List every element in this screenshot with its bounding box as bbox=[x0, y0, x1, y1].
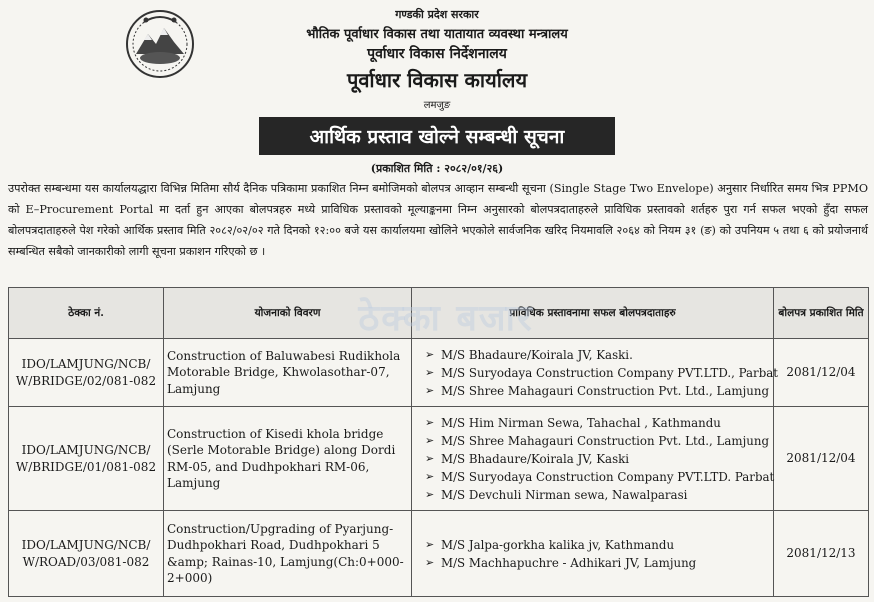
bidder-item: ➢ M/S Machhapuchre - Adhikari JV, Lamjung bbox=[425, 554, 770, 572]
header-successful-bidders: प्राविधिक प्रस्तावनामा सफल बोलपत्रदाताहरु bbox=[412, 288, 774, 339]
bidder-item: ➢ M/S Shree Mahagauri Construction Pvt. Ltd., Lamjung bbox=[425, 382, 770, 400]
header-project-description: योजनाको विवरण bbox=[164, 288, 412, 339]
province-name: गण्डकी प्रदेश सरकार bbox=[395, 8, 479, 21]
document-header bbox=[0, 0, 874, 120]
bidders-cell bbox=[412, 511, 774, 597]
table-header-row bbox=[9, 288, 869, 339]
bidder-item: ➢ M/S Jalpa-gorkha kalika jv, Kathmandu bbox=[425, 536, 770, 554]
bidder-item: ➢ M/S Devchuli Nirman sewa, Nawalparasi bbox=[425, 486, 770, 504]
watermark-logo: ठेक्का बजार bbox=[358, 298, 534, 339]
bidder-item: ➢ M/S Suryodaya Construction Company PVT.LTD., Parbat bbox=[425, 364, 770, 382]
header-contract-no: ठेक्का नं. bbox=[9, 288, 164, 339]
project-description-cell: Construction of Baluwabesi Rudikhola Motorable Bridge, Khwolasothar-07, Lamjung bbox=[164, 339, 412, 407]
project-description-cell: Construction/Upgrading of Pyarjung-Dudhpokhari Road, Dudhpokhari 5 &amp; Rainas-10, Lamjung(Ch:0+000-2+000) bbox=[164, 511, 412, 597]
publication-date-cell: 2081/12/04 bbox=[774, 407, 869, 511]
publication-date-cell: 2081/12/13 bbox=[774, 511, 869, 597]
bidders-cell bbox=[412, 339, 779, 407]
table-row bbox=[9, 407, 869, 511]
header-publication-date: बोलपत्र प्रकाशित मिति bbox=[774, 288, 869, 339]
contract-no-cell: IDO/LAMJUNG/NCB/ W/BRIDGE/01/081-082 bbox=[9, 407, 164, 511]
bidder-item: ➢ M/S Bhadaure/Koirala JV, Kaski. bbox=[425, 346, 770, 364]
bidder-item: ➢ M/S Bhadaure/Koirala JV, Kaski bbox=[425, 450, 770, 468]
publication-date: (प्रकाशित मिति : २०८२/०१/२६) bbox=[370, 162, 504, 175]
table-row bbox=[9, 511, 869, 597]
district-name: लमजुङ bbox=[423, 100, 451, 111]
office-name: पूर्वाधार विकास कार्यालय bbox=[346, 68, 528, 92]
bidder-item: ➢ M/S Suryodaya Construction Company PVT.LTD. Parbat bbox=[425, 468, 770, 486]
bidders-cell bbox=[412, 407, 774, 511]
directorate-name: पूर्वाधार विकास निर्देशनालय bbox=[367, 46, 507, 62]
contract-no-cell: IDO/LAMJUNG/NCB/ W/BRIDGE/02/081-082 bbox=[9, 339, 164, 407]
bidder-item: ➢ M/S Shree Mahagauri Construction Pvt. Ltd., Lamjung bbox=[425, 432, 770, 450]
publication-date-cell: 2081/12/04 bbox=[774, 339, 869, 407]
project-description-cell: Construction of Kisedi khola bridge (Serle Motorable Bridge) along Dordi RM-05, and Dudhpokhari RM-06, Lamjung bbox=[164, 407, 412, 511]
bidder-item: ➢ M/S Him Nirman Sewa, Tahachal , Kathmandu bbox=[425, 414, 770, 432]
bidders-table bbox=[8, 287, 869, 597]
ministry-name: भौतिक पूर्वाधार विकास तथा यातायात व्यवस्था मन्त्रालय bbox=[306, 27, 568, 42]
table-row bbox=[9, 339, 869, 407]
notice-intro-paragraph: उपरोक्त सम्बन्धमा यस कार्यालयद्धारा विभिन्न मितिमा सौर्य दैनिक पत्रिकामा प्रकाशित निम्न बमोजिमको बोलपत्र आव्हान सम्बन्धी सूचना (Single Stage Two Envelope) अनुसार निर्धारित समय भित्र PPMO को E–Procurement Portal मा दर्ता हुन आएका बोलपत्रहरु मध्ये प्राविधिक प्रस्तावको मूल्याङ्कनमा निम्न अनुसारको बोलपत्रदाताहरुले प्राविधिक प्रस्तावको शर्तहरु पुरा गर्न सफल भएको हुँदा सफल बोलपत्रदाताहरुले पेश गरेको आर्थिक प्रस्ताव मिति २०८२/०२/०२ गते दिनको १२:०० बजे यस कार्यालयमा खोलिने भएकोले सार्वजनिक खरिद नियमावलि २०६४ को नियम ३१ (ङ) को उपनियम ५ तथा ६ को प्रयोजनार्थ सम्बन्धित सबैको जानकारीको लागी सूचना प्रकाशन गरिएको छ । bbox=[8, 182, 868, 258]
contract-no-cell: IDO/LAMJUNG/NCB/ W/ROAD/03/081-082 bbox=[9, 511, 164, 597]
notice-title: आर्थिक प्रस्ताव खोल्ने सम्बन्धी सूचना bbox=[259, 117, 615, 155]
